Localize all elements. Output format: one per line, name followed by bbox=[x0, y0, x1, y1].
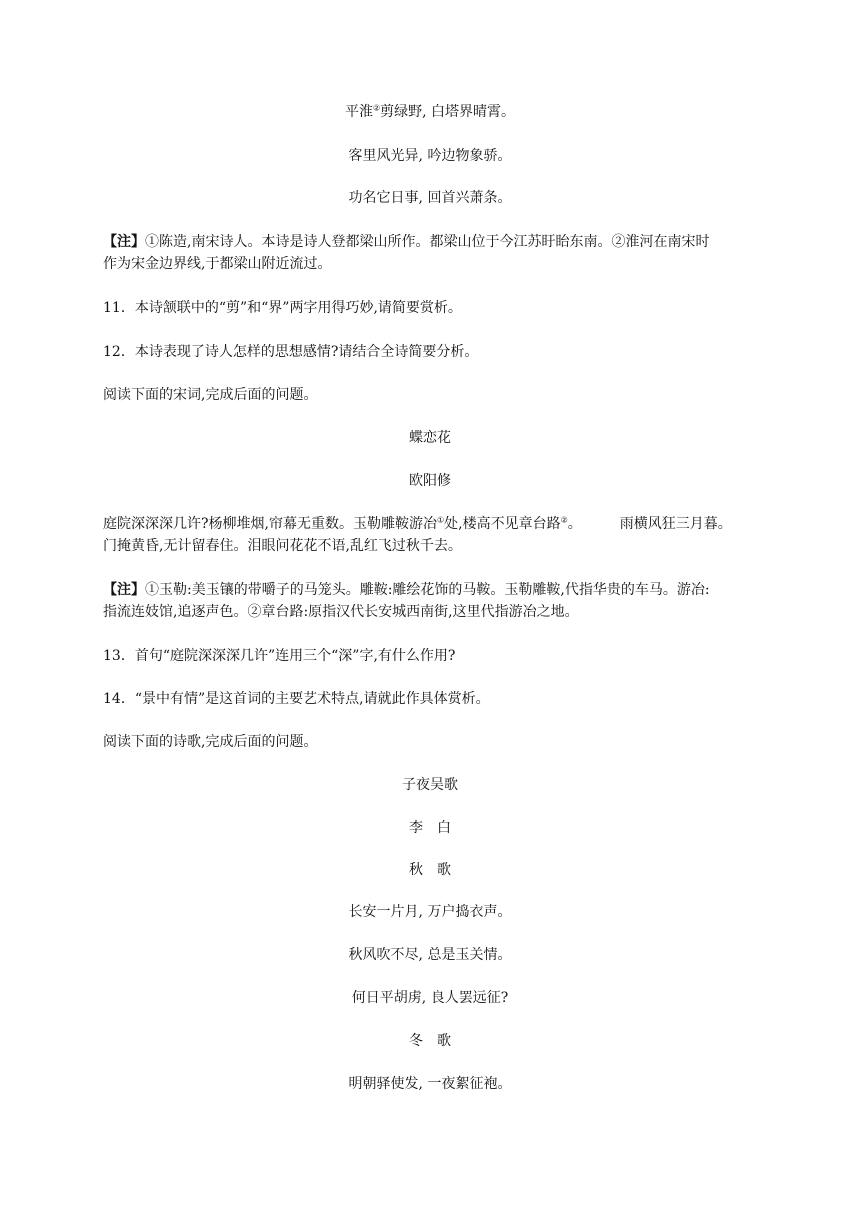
poem3-subtitle-autumn-text: 秋歌 bbox=[409, 862, 465, 878]
note1-text-line-2: 作为宋金边界线,于都梁山附近流过。 bbox=[103, 256, 332, 272]
question-11: 11．本诗颔联中的“剪”和“界”两字用得巧妙,请简要赏析。 bbox=[103, 300, 462, 316]
footnote-marker: ② bbox=[560, 515, 568, 525]
poem3-winter-line-1: 明朝驿使发, 一夜絮征袍。 bbox=[348, 1076, 512, 1092]
reading-intro-2: 阅读下面的宋词,完成后面的问题。 bbox=[103, 387, 318, 403]
poem1-line-1-part-b: 剪绿野, 白塔界晴霄。 bbox=[380, 104, 516, 120]
footnote-marker: ① bbox=[436, 515, 445, 525]
note2 bbox=[103, 579, 763, 623]
poem3-subtitle-autumn bbox=[0, 859, 860, 881]
note1-text-line-1: ①陈造,南宋诗人。本诗是诗人登都梁山所作。都梁山位于今江苏盱眙东南。②淮河在南宋时 bbox=[145, 234, 710, 250]
ci-body bbox=[103, 513, 783, 557]
poem3-author-text: 李白 bbox=[409, 820, 465, 836]
question-12: 12．本诗表现了诗人怎样的思想感情?请结合全诗简要分析。 bbox=[103, 344, 479, 360]
note2-text-line-1: ①玉勒:美玉镶的带嚼子的马笼头。雕鞍:雕绘花饰的马鞍。玉勒雕鞍,代指华贵的车马。游冶: bbox=[145, 582, 710, 598]
ci-author: 欧阳修 bbox=[409, 473, 451, 489]
ci-body-part-c: 。 bbox=[567, 516, 582, 532]
poem1-line-1-part-a: 平淮 bbox=[344, 104, 373, 120]
poem3-title: 子夜吴歌 bbox=[402, 777, 458, 793]
poem1-line-3: 功名它日事, 回首兴萧条。 bbox=[348, 190, 512, 206]
poem3-autumn-line-1: 长安一片月, 万户捣衣声。 bbox=[348, 904, 512, 920]
note-tag: 【注】 bbox=[103, 234, 145, 250]
ci-body-line-2: 门掩黄昏,无计留春住。泪眼问花花不语,乱红飞过秋千去。 bbox=[103, 538, 462, 554]
ci-title: 蝶恋花 bbox=[409, 430, 451, 446]
ci-body-part-a: 庭院深深深几许?杨柳堆烟,帘幕无重数。玉勒雕鞍游冶 bbox=[103, 516, 437, 532]
poem3-autumn-line-2: 秋风吹不尽, 总是玉关情。 bbox=[348, 947, 512, 963]
question-13: 13．首句“庭院深深深几许”连用三个“深”字,有什么作用? bbox=[103, 648, 456, 664]
poem3-author bbox=[0, 817, 860, 839]
note1 bbox=[103, 231, 763, 275]
ci-body-part-b: 处,楼高不见章台路 bbox=[444, 516, 561, 532]
question-14: 14．“景中有情”是这首词的主要艺术特点,请就此作具体赏析。 bbox=[103, 691, 490, 707]
poem3-subtitle-winter bbox=[0, 1030, 860, 1052]
footnote-marker: ② bbox=[372, 103, 381, 113]
poem3-autumn-line-3: 何日平胡虏, 良人罢远征? bbox=[351, 990, 509, 1006]
poem3-subtitle-winter-text: 冬歌 bbox=[409, 1033, 465, 1049]
reading-intro-3: 阅读下面的诗歌,完成后面的问题。 bbox=[103, 734, 318, 750]
poem1-line-2: 客里风光异, 吟边物象骄。 bbox=[348, 148, 512, 164]
note-tag: 【注】 bbox=[103, 582, 145, 598]
ci-body-part-d: 雨横风狂三月暮。 bbox=[619, 516, 732, 532]
poem1-line-1 bbox=[0, 101, 860, 123]
note2-text-line-2: 指流连妓馆,追逐声色。②章台路:原指汉代长安城西南街,这里代指游冶之地。 bbox=[103, 604, 579, 620]
